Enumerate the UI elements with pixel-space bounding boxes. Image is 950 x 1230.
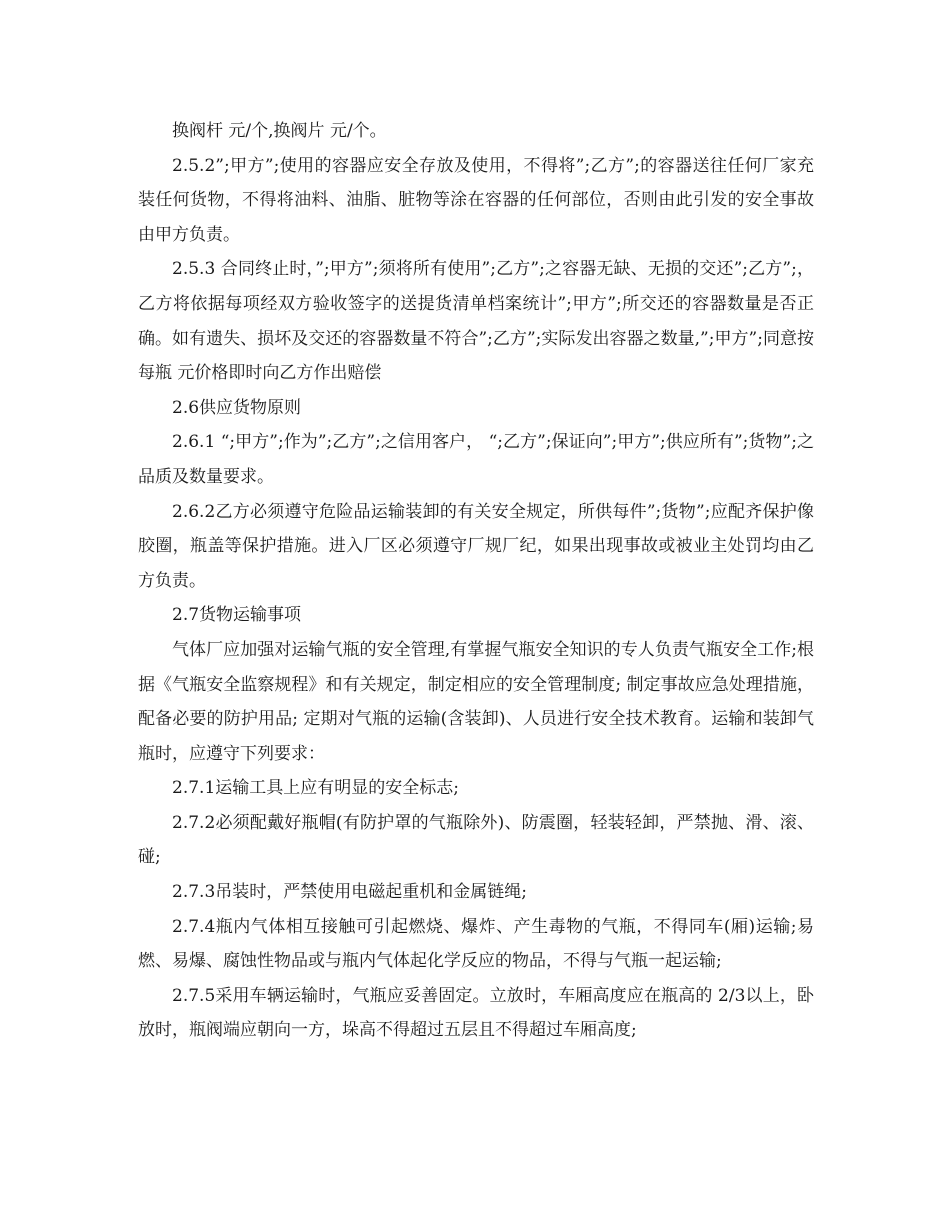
paragraph-valve-prices: 换阀杆 元/个,换阀片 元/个。 bbox=[172, 121, 387, 141]
document-page bbox=[138, 114, 814, 1048]
section-heading-2-6: 2.6供应货物原则 bbox=[172, 397, 302, 418]
paragraph-2-6-2: 2.6.2乙方必须遵守危险品运输装卸的有关安全规定，所供每件”;货物”;应配齐保护像胶圈，瓶盖等保护措施。进入厂区必须遵守厂规厂纪，如果出现事故或被业主处罚均由乙方负责。 bbox=[138, 501, 814, 591]
section-heading-2-7: 2.7货物运输事项 bbox=[172, 605, 302, 626]
paragraph-2-7-5: 2.7.5采用车辆运输时，气瓶应妥善固定。立放时，车厢高度应在瓶高的 2/3以上，卧放时，瓶阀端应朝向一方，垛高不得超过五层且不得超过车厢高度; bbox=[138, 985, 814, 1041]
paragraph-2-5-3: 2.5.3 合同终止时，”;甲方”;须将所有使用”;乙方”;之容器无缺、无损的交还”;乙方”;，乙方将依据每项经双方验收签字的送提货清单档案统计”;甲方”;所交还的容器数量是否正确。如有遗失、损坏及交还的容器数量不符合”;乙方”;实际发出容器之数量,”;甲方”;同意按每瓶 元价格即时向乙方作出赔偿 bbox=[138, 259, 814, 384]
paragraph-2-7-2: 2.7.2必须配戴好瓶帽(有防护罩的气瓶除外)、防震圈，轻装轻卸，严禁抛、滑、滚、碰; bbox=[138, 812, 814, 868]
paragraph-transport-intro: 气体厂应加强对运输气瓶的安全管理,有掌握气瓶安全知识的专人负责气瓶安全工作;根据《气瓶安全监察规程》和有关规定，制定相应的安全管理制度; 制定事故应急处理措施，配备必要的防护用品; 定期对气瓶的运输(含装卸)、人员进行安全技术教育。运输和装卸气瓶时，应遵守下列要求： bbox=[138, 639, 814, 764]
paragraph-2-5-2: 2.5.2”;甲方”;使用的容器应安全存放及使用，不得将”;乙方”;的容器送往任何厂家充装任何货物，不得将油料、油脂、脏物等涂在容器的任何部位，否则由此引发的安全事故由甲方负责。 bbox=[138, 155, 814, 245]
paragraph-2-7-3: 2.7.3吊装时，严禁使用电磁起重机和金属链绳; bbox=[172, 882, 527, 903]
paragraph-2-7-4: 2.7.4瓶内气体相互接触可引起燃烧、爆炸、产生毒物的气瓶，不得同车(厢)运输;易燃、易爆、腐蚀性物品或与瓶内气体起化学反应的物品，不得与气瓶一起运输; bbox=[138, 916, 814, 972]
paragraph-2-6-1: 2.6.1 “;甲方”;作为”;乙方”;之信用客户， “;乙方”;保证向”;甲方”;供应所有”;货物”;之品质及数量要求。 bbox=[138, 432, 814, 487]
paragraph-2-7-1: 2.7.1运输工具上应有明显的安全标志; bbox=[172, 778, 459, 799]
